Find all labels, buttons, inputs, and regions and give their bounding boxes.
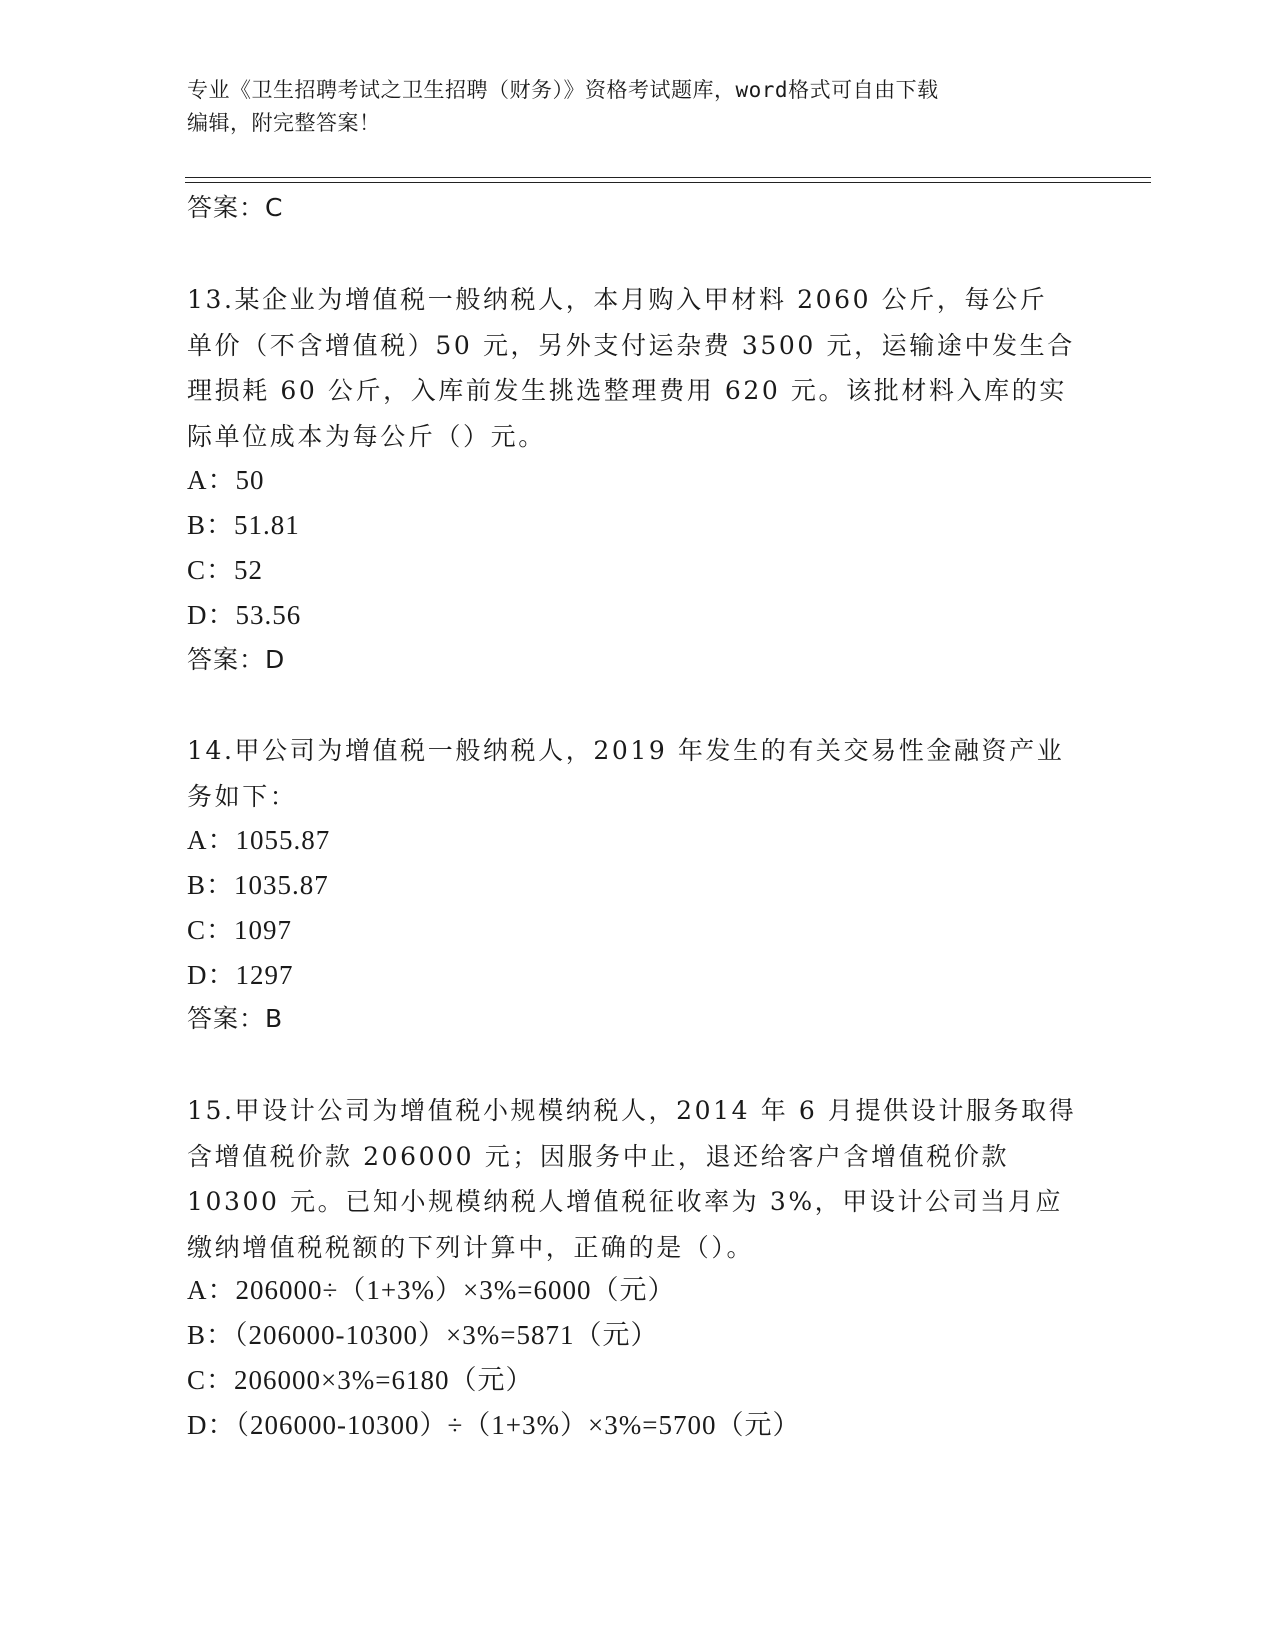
question-14-answer: 答案：B: [187, 1004, 284, 1033]
question-text-line: 际单位成本为每公斤（）元。: [187, 421, 546, 451]
header-rule-bottom: [185, 182, 1151, 183]
question-13-option-d: D：53.56: [187, 600, 302, 630]
question-text-line: 13.某企业为增值税一般纳税人，本月购入甲材料 2060 公斤，每公斤: [187, 285, 1048, 314]
question-14-option-d: D：1297: [187, 960, 294, 990]
prev-answer: 答案：C: [187, 193, 284, 222]
question-13-text: [187, 277, 1075, 459]
question-text-line: 缴纳增值税税额的下列计算中，正确的是（）。: [187, 1232, 755, 1262]
document-header: [187, 74, 1087, 140]
header-line-2: 编辑，附完整答案！: [187, 111, 381, 135]
question-14-option-a: A：1055.87: [187, 825, 331, 855]
question-text-line: 务如下：: [187, 781, 298, 811]
question-15-option-d: D：（206000-10300）÷（1+3%）×3%=5700（元）: [187, 1410, 801, 1440]
question-13-option-a: A：50: [187, 465, 265, 495]
question-14-text: [187, 728, 1064, 819]
question-15-text: [187, 1088, 1076, 1270]
question-text-line: 含增值税价款 206000 元；因服务中止，退还给客户含增值税价款: [187, 1141, 1010, 1171]
question-13-option-c: C：52: [187, 555, 264, 585]
question-text-line: 10300 元。已知小规模纳税人增值税征收率为 3%，甲设计公司当月应: [187, 1187, 1064, 1216]
question-14-option-c: C：1097: [187, 915, 293, 945]
question-13-option-b: B：51.81: [187, 510, 300, 540]
question-text-line: 单价（不含增值税）50 元，另外支付运杂费 3500 元，运输途中发生合: [187, 330, 1075, 360]
question-15-option-c: C：206000×3%=6180（元）: [187, 1365, 534, 1395]
header-rule-top: [185, 177, 1151, 178]
question-text-line: 15.甲设计公司为增值税小规模纳税人，2014 年 6 月提供设计服务取得: [187, 1096, 1077, 1125]
question-text-line: 理损耗 60 公斤，入库前发生挑选整理费用 620 元。该批材料入库的实: [187, 376, 1067, 405]
question-13-answer: 答案：D: [187, 645, 286, 674]
header-line-1: 专业《卫生招聘考试之卫生招聘（财务）》资格考试题库，word格式可自由下载: [187, 78, 939, 102]
question-text-line: 14.甲公司为增值税一般纳税人，2019 年发生的有关交易性金融资产业: [187, 736, 1065, 765]
question-14-option-b: B：1035.87: [187, 870, 329, 900]
question-15-option-a: A：206000÷（1+3%）×3%=6000（元）: [187, 1275, 676, 1305]
question-15-option-b: B：（206000-10300）×3%=5871（元）: [187, 1320, 659, 1350]
